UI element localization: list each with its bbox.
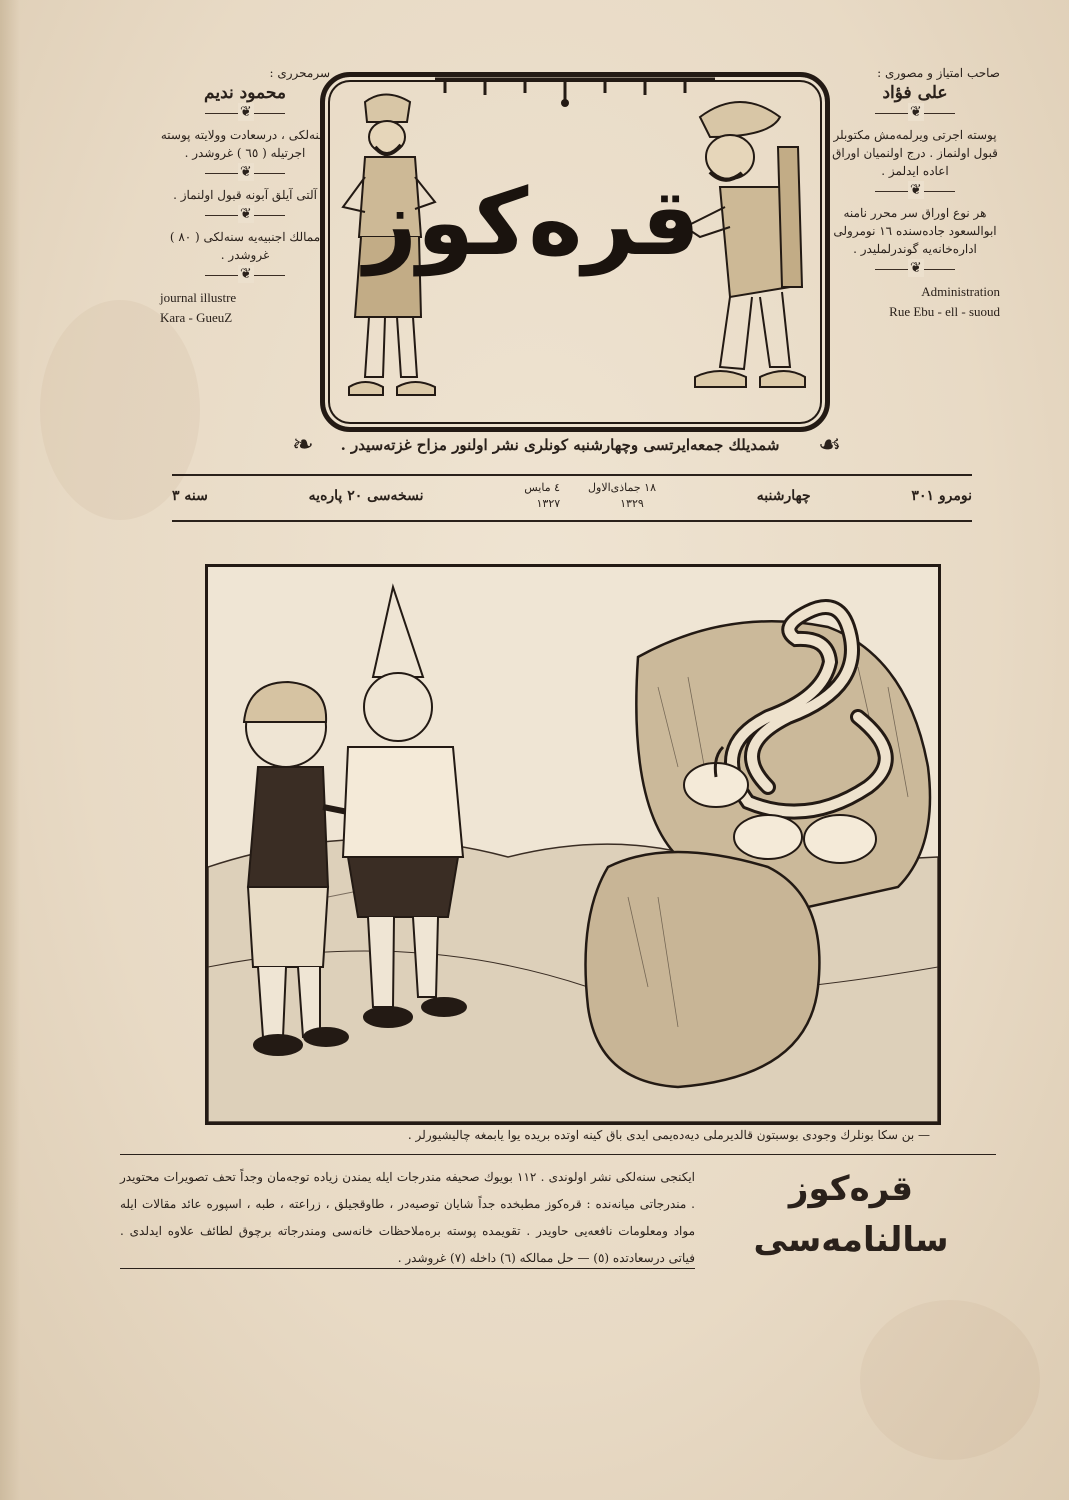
rule-top	[172, 474, 972, 476]
ornament-divider	[205, 210, 285, 222]
ornament-divider	[875, 264, 955, 276]
issue-dates	[524, 480, 656, 512]
editor-label: سرمحرری :	[269, 66, 330, 80]
ornament-divider	[205, 270, 285, 282]
rumi-date: ٤ مايس	[524, 481, 561, 494]
flourish-right-icon: ☙	[818, 430, 842, 460]
editor-name: محمود نديم	[204, 83, 286, 103]
subscription-terms: سنه‌لكی ، درسعادت وولايته پوسته اجرتيله ( ٦٥ ) غروشدر .	[160, 128, 330, 160]
rule-announcement	[120, 1154, 996, 1155]
address-notice: هر نوع اوراق سر محرر نامنه ابوالسعود جاده‌سنده ١٦ نومرولی اداره‌خانه‌يه گوندرلمليدر .	[833, 206, 997, 256]
ornament-divider	[205, 108, 285, 120]
publication-tagline: شمديلك جمعه‌ايرتسی وچهارشنبه كونلری نشر اولنور مزاح غزته‌سيدر .	[340, 436, 780, 454]
owner-name: علی فؤاد	[882, 83, 948, 103]
cartoon-caption: — بن سكا بونلرك وجودی بوسبتون قالديرملی ديه‌ده‌يمی ايدی باق كينه اوتده بريده يوا يابمغه چاليشيورلر .	[407, 1128, 930, 1142]
issue-weekday: چهارشنبه	[756, 488, 811, 504]
latin-subtitle-1: journal illustre	[160, 290, 237, 305]
ornament-divider	[875, 108, 955, 120]
ornament-divider	[875, 186, 955, 198]
almanac-announcement-text: ايكنجی سنه‌لكی نشر اولوندی . ١١٢ بويوك صحيفه مندرجات ايله يمندن زياده توجه‌مان وجداً تحف تصويرات محتويدر . مندرجاتی ميانه‌نده : قره‌كوز مطبخده جداً شايان توصيه‌در ، طاوقجيلق ، زراعته ، طبه ، اسپوره عائد مقالات ايله مواد ومعلومات نافعه‌يی حاويدر . تقويمده پوسته بره‌ملاحظات خانه‌سی ومندرجاته برچوق لطائف علاوه ايدلدی . فياتی درسعادتده (٥) — حل ممالكه (٦) داخله (٧) غروشدر .	[120, 1170, 695, 1265]
no-six-month-subscription: آلتی آيلق آبونه قبول اولنماز .	[173, 188, 317, 202]
issue-info-strip	[172, 478, 972, 514]
latin-subtitle-2: Kara - GueuZ	[160, 310, 233, 325]
rule-announcement-bottom	[120, 1268, 695, 1269]
owner-label: صاحب امتياز و مصوری :	[877, 66, 1000, 80]
hijri-year: ١٣٢٩	[620, 497, 644, 510]
foreign-subscription: ممالك اجنبيه‌يه سنه‌لكی ( ٨٠ ) غروشدر .	[169, 230, 321, 262]
masthead-frame	[320, 72, 830, 432]
newspaper-title: قره‌كوز	[364, 169, 700, 276]
page-edge-shadow	[0, 0, 20, 1500]
issue-number: نومرو ٣٠١	[911, 488, 972, 504]
administration-label: Administration	[921, 284, 1000, 299]
ornament-divider	[205, 168, 285, 180]
hijri-date: ١٨ جماذی‌الاول	[588, 481, 656, 494]
rumi-year: ١٣٢٧	[536, 497, 561, 510]
almanac-title: قره‌كوز سالنامه‌سی	[753, 1169, 949, 1260]
issue-year: سنه ٣	[172, 488, 208, 504]
issue-price: نسخه‌سی ٢٠ پاره‌يه	[308, 488, 424, 504]
cartoon-scene-icon	[208, 567, 938, 1122]
letters-notice: پوسته اجرتی ويرلمه‌مش مكتوبلر قبول اولنماز . درج اولنميان اوراق اعاده ايدلمز .	[832, 128, 998, 178]
masthead-left-column	[160, 64, 330, 328]
administration-address: Rue Ebu - ell - suoud	[889, 304, 1000, 319]
paper-stain	[860, 1300, 1040, 1460]
masthead-right-column	[830, 64, 1000, 322]
cartoon-illustration	[205, 564, 941, 1125]
rule-bottom	[172, 520, 972, 522]
flourish-left-icon: ❧	[292, 430, 314, 460]
